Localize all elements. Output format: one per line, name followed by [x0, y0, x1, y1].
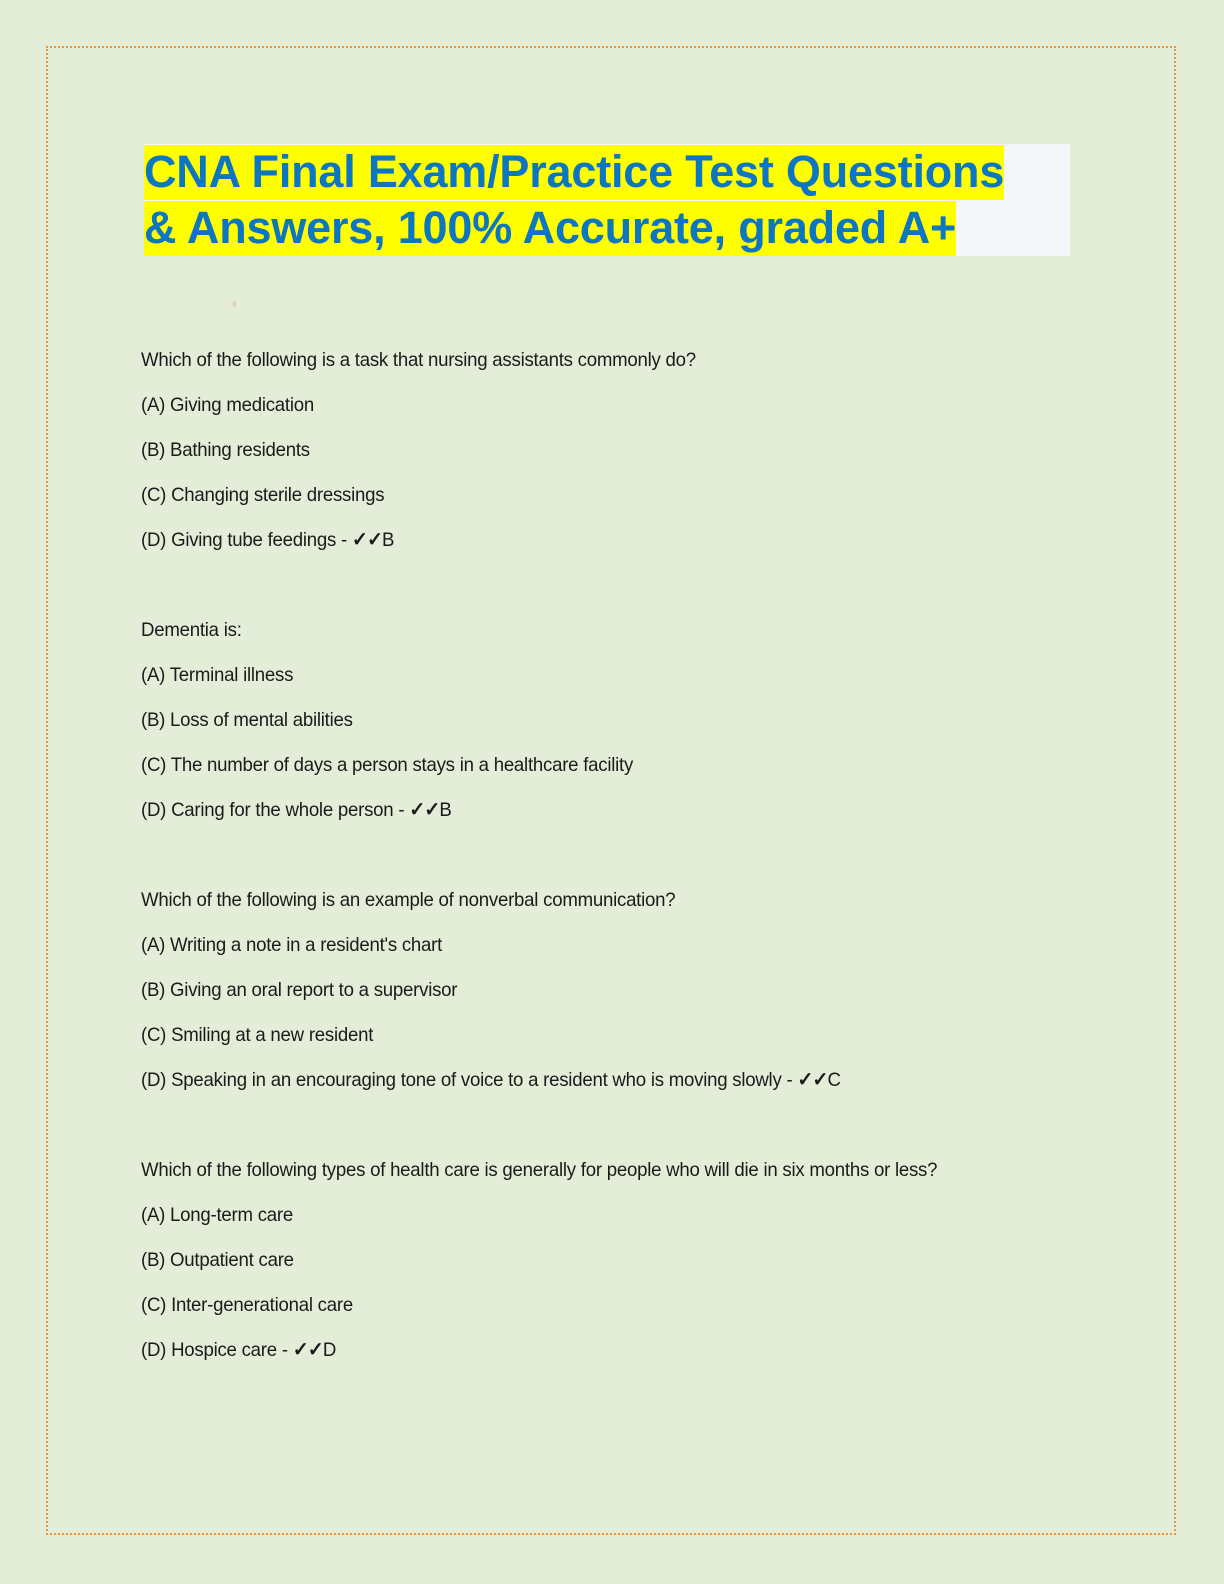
questions-container — [141, 338, 1131, 1373]
question-block — [141, 338, 1131, 563]
answer-checkmarks-icon: ✓✓ — [409, 799, 440, 821]
title-line-1: CNA Final Exam/Practice Test Questions — [144, 145, 1004, 200]
document-title-block — [144, 144, 1070, 256]
question-option: (A) Writing a note in a resident's chart — [141, 934, 443, 956]
question-option: (C) Changing sterile dressings — [141, 484, 385, 506]
option-text: (D) Speaking in an encouraging tone of voice to a resident who is moving slowly - — [141, 1069, 798, 1091]
option-text: (D) Giving tube feedings - — [141, 529, 352, 551]
question-option: (C) Smiling at a new resident — [141, 1024, 374, 1046]
option-text: (D) Caring for the whole person - — [141, 799, 410, 821]
question-option: (A) Giving medication — [141, 394, 315, 416]
question-block — [141, 1148, 1131, 1373]
question-block — [141, 608, 1131, 833]
answer-letter: D — [322, 1339, 337, 1361]
question-option: (B) Bathing residents — [141, 439, 310, 461]
answer-letter: B — [439, 799, 452, 821]
question-option-with-answer — [141, 518, 1086, 563]
question-block — [141, 878, 1131, 1103]
answer-checkmarks-icon: ✓✓ — [351, 529, 383, 551]
answer-letter: B — [382, 529, 395, 551]
question-stem: Which of the following is a task that nursing assistants commonly do? — [141, 349, 696, 371]
question-option-with-answer — [141, 1328, 1086, 1373]
question-stem: Dementia is: — [141, 619, 242, 641]
page-title — [144, 144, 1070, 256]
answer-checkmarks-icon: ✓✓ — [292, 1339, 323, 1361]
question-option: (B) Loss of mental abilities — [141, 709, 353, 731]
question-stem: Which of the following types of health care is generally for people who will die in six months or less? — [141, 1159, 938, 1181]
question-option: (B) Giving an oral report to a supervisor — [141, 979, 458, 1001]
question-stem: Which of the following is an example of nonverbal communication? — [141, 889, 676, 911]
answer-letter: C — [827, 1069, 841, 1091]
answer-checkmarks-icon: ✓✓ — [797, 1069, 828, 1091]
question-option: (C) The number of days a person stays in a healthcare facility — [141, 754, 634, 776]
page-artifact-speck — [233, 301, 236, 307]
question-option-with-answer — [141, 788, 1086, 833]
question-option-with-answer — [141, 1058, 1086, 1103]
question-option: (C) Inter-generational care — [141, 1294, 353, 1316]
question-option: (A) Terminal illness — [141, 664, 294, 686]
option-text: (D) Hospice care - — [141, 1339, 293, 1361]
title-line-2: & Answers, 100% Accurate, graded A+ — [144, 201, 956, 256]
question-option: (B) Outpatient care — [141, 1249, 294, 1271]
question-option: (A) Long-term care — [141, 1204, 293, 1226]
